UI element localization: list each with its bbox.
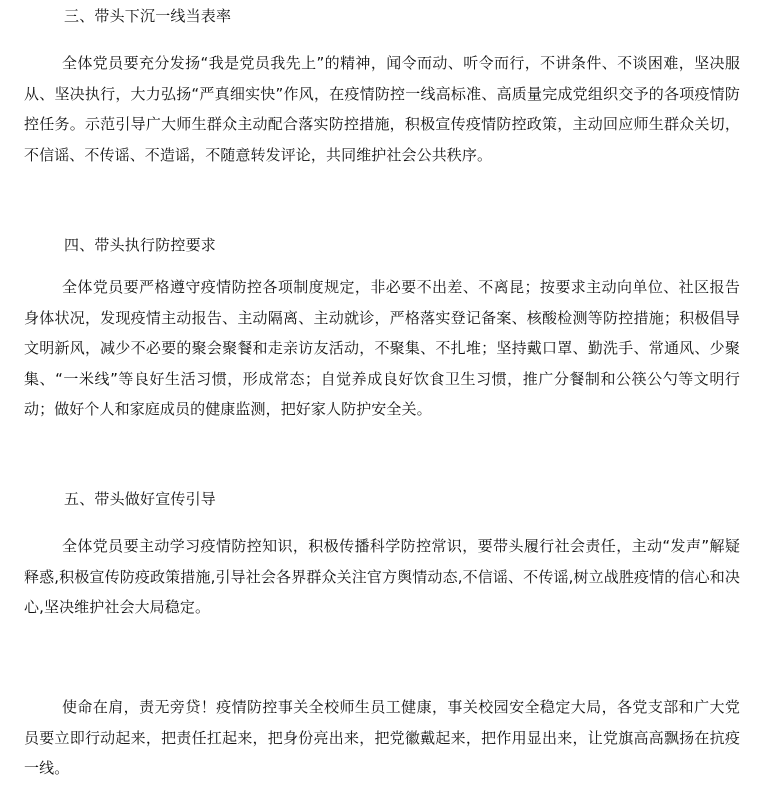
- section-heading-4: 四、带头执行防控要求: [64, 236, 217, 254]
- section-body-4: 全体党员要严格遵守疫情防控各项制度规定，非必要不出差、不离昆；按要求主动向单位、社区报告身体状况，发现疫情主动报告、主动隔离、主动就诊，严格落实登记备案、核酸检测等防控措施；积极倡导文明新风，减少不必要的聚会聚餐和走亲访友活动，不聚集、不扎堆；坚持戴口罩、勤洗手、常通风、少聚集、“一米线”等良好生活习惯，形成常态；自觉养成良好饮食卫生习惯，推广分餐制和公筷公勺等文明行动；做好个人和家庭成员的健康监测，把好家人防护安全关。: [24, 278, 740, 418]
- closing-paragraph: 使命在肩，责无旁贷！疫情防控事关全校师生员工健康，事关校园安全稳定大局，各党支部和广大党员要立即行动起来，把责任扛起来，把身份亮出来，把党徽戴起来，把作用显出来，让党旗高高飘扬在抗疫一线。: [24, 698, 740, 777]
- section-heading-5: 五、带头做好宣传引导: [64, 490, 217, 508]
- section-heading-3: 三、带头下沉一线当表率: [64, 7, 232, 25]
- section-body-5: 全体党员要主动学习疫情防控知识，积极传播科学防控常识，要带头履行社会责任，主动“发声”解疑释惑,积极宣传防疫政策措施,引导社会各界群众关注官方舆情动态,不信谣、不传谣,树立战胜疫情的信心和决心,坚决维护社会大局稳定。: [24, 537, 740, 616]
- section-body-3: 全体党员要充分发扬“我是党员我先上”的精神，闻令而动、听令而行，不讲条件、不谈困难，坚决服从、坚决执行，大力弘扬“严真细实快”作风，在疫情防控一线高标准、高质量完成党组织交予的各项疫情防控任务。示范引导广大师生群众主动配合落实防控措施，积极宣传疫情防控政策，主动回应师生群众关切，不信谣、不传谣、不造谣，不随意转发评论，共同维护社会公共秩序。: [24, 54, 740, 164]
